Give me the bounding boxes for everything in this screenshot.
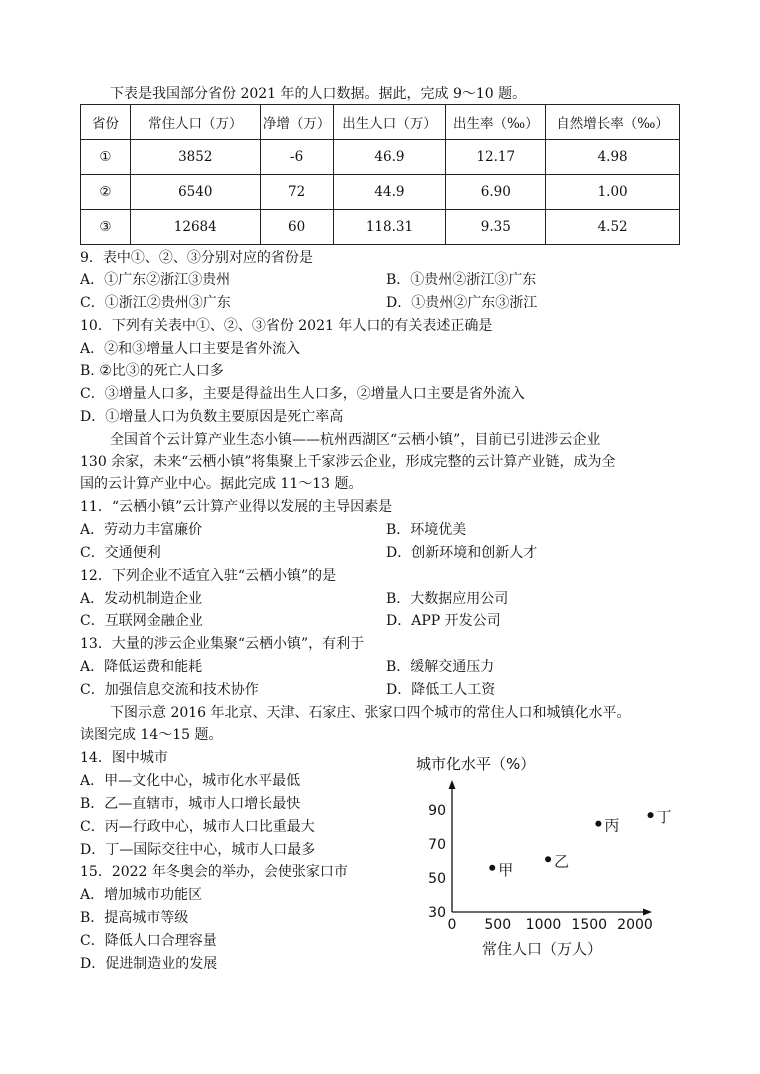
data-point (545, 856, 551, 862)
table-cell: 4.52 (546, 210, 680, 245)
q9-option-d: D．①贵州②广东③浙江 (386, 295, 538, 311)
q12-stem: 12．下列企业不适宜入驻“云栖小镇”的是 (80, 568, 337, 584)
table-cell: ① (81, 140, 131, 175)
x-tick-label: 0 (447, 917, 457, 933)
q13-option-c: C．加强信息交流和技术协作 (80, 682, 259, 698)
x-tick-label: 1000 (525, 917, 562, 933)
table-cell: -6 (260, 140, 333, 175)
q14-stem: 14．图中城市 (80, 750, 168, 766)
table-cell: 118.31 (333, 210, 446, 245)
q14-option-c: C．丙—行政中心，城市人口比重最大 (80, 819, 315, 835)
table-cell: ③ (81, 210, 131, 245)
x-axis-arrow (643, 909, 652, 916)
header-net-increase: 净增（万） (260, 105, 333, 140)
header-province: 省份 (81, 105, 131, 140)
urbanization-scatter-chart (412, 748, 672, 963)
q15-option-a: A．增加城市功能区 (80, 887, 203, 903)
q10-option-a: A．②和③增量人口主要是省外流入 (80, 341, 301, 357)
q14-option-b: B．乙—直辖市，城市人口增长最快 (80, 796, 301, 812)
q9-option-b: B．①贵州②浙江③广东 (386, 272, 537, 288)
header-births: 出生人口（万） (333, 105, 446, 140)
intro-cloud-town-line1: 全国首个云计算产业生态小镇——杭州西湖区“云栖小镇”，目前已引进涉云企业 (110, 432, 601, 448)
q11-option-b: B．环境优美 (386, 522, 467, 538)
q15-option-b: B．提高城市等级 (80, 910, 189, 926)
y-axis-label: 城市化水平（%） (416, 755, 536, 773)
q9-stem: 9．表中①、②、③分别对应的省份是 (80, 250, 313, 266)
q12-option-a: A．发动机制造企业 (80, 591, 203, 607)
intro-cloud-town-line2: 130 余家，未来“云栖小镇”将集聚上千家涉云企业，形成完整的云计算产业链，成为全 (80, 454, 616, 470)
population-table (80, 104, 680, 245)
q9-option-a: A．①广东②浙江③贵州 (80, 272, 231, 288)
intro-chart-line2: 读图完成 14～15 题。 (80, 727, 223, 743)
table-header-row (81, 105, 680, 140)
q13-stem: 13．大量的涉云企业集聚“云栖小镇”，有利于 (80, 636, 365, 652)
x-axis-label: 常住人口（万人） (482, 940, 603, 958)
table-cell: 12684 (130, 210, 260, 245)
q15-stem: 15．2022 年冬奥会的举办，会使张家口市 (80, 864, 348, 880)
data-point-label: 甲 (498, 860, 514, 879)
q12-option-d: D．APP 开发公司 (386, 613, 501, 629)
y-axis-arrow (449, 780, 456, 789)
q9-option-c: C．①浙江②贵州③广东 (80, 295, 231, 311)
table-row (81, 210, 680, 245)
intro-table: 下表是我国部分省份 2021 年的人口数据。据此，完成 9～10 题。 (110, 86, 527, 102)
table-cell: 4.98 (546, 140, 680, 175)
header-birth-rate: 出生率（‰） (446, 105, 546, 140)
q10-option-d: D．①增量人口为负数主要原因是死亡率高 (80, 409, 344, 425)
q12-option-b: B．大数据应用公司 (386, 591, 509, 607)
q10-stem: 10．下列有关表中①、②、③省份 2021 年人口的有关表述正确是 (80, 318, 493, 334)
q15-option-c: C．降低人口合理容量 (80, 933, 217, 949)
table-cell: 46.9 (333, 140, 446, 175)
data-point (489, 865, 495, 871)
table-row (81, 140, 680, 175)
data-point-label: 丁 (656, 808, 672, 827)
table-cell: ② (81, 175, 131, 210)
table-cell: 72 (260, 175, 333, 210)
q11-option-a: A．劳动力丰富廉价 (80, 522, 203, 538)
x-tick-label: 500 (484, 917, 512, 933)
q13-option-b: B．缓解交通压力 (386, 659, 495, 675)
data-point (648, 812, 654, 818)
intro-chart-line1: 下图示意 2016 年北京、天津、石家庄、张家口四个城市的常住人口和城镇化水平。 (110, 705, 631, 721)
y-tick-label: 90 (428, 803, 446, 819)
table-cell: 6540 (130, 175, 260, 210)
q11-option-c: C．交通便利 (80, 545, 161, 561)
y-tick-label: 70 (428, 837, 446, 853)
q13-option-d: D．降低工人工资 (386, 682, 496, 698)
y-tick-label: 50 (428, 871, 446, 887)
table-cell: 3852 (130, 140, 260, 175)
header-natural-growth: 自然增长率（‰） (546, 105, 680, 140)
x-tick-label: 1500 (571, 917, 608, 933)
table-cell: 44.9 (333, 175, 446, 210)
q14-option-a: A．甲—文化中心，城市化水平最低 (80, 773, 301, 789)
q12-option-c: C．互联网金融企业 (80, 613, 203, 629)
y-tick-label: 30 (428, 905, 446, 921)
table-cell: 1.00 (546, 175, 680, 210)
table-cell: 6.90 (446, 175, 546, 210)
q11-option-d: D．创新环境和创新人才 (386, 545, 538, 561)
header-population: 常住人口（万） (130, 105, 260, 140)
data-point-label: 乙 (554, 852, 570, 871)
table-cell: 12.17 (446, 140, 546, 175)
q11-stem: 11．“云栖小镇”云计算产业得以发展的主导因素是 (80, 499, 393, 515)
table-cell: 9.35 (446, 210, 546, 245)
data-point-label: 丙 (604, 816, 620, 835)
q13-option-a: A．降低运费和能耗 (80, 659, 203, 675)
q10-option-b: B. ②比③的死亡人口多 (80, 363, 224, 379)
q10-option-c: C．③增量人口多，主要是得益出生人口多，②增量人口主要是省外流入 (80, 386, 525, 402)
table-cell: 60 (260, 210, 333, 245)
data-point (595, 821, 601, 827)
intro-cloud-town-line3: 国的云计算产业中心。据此完成 11～13 题。 (80, 476, 363, 492)
q14-option-d: D．丁—国际交往中心，城市人口最多 (80, 842, 316, 858)
q15-option-d: D．促进制造业的发展 (80, 956, 218, 972)
table-row (81, 175, 680, 210)
x-tick-label: 2000 (617, 917, 653, 933)
